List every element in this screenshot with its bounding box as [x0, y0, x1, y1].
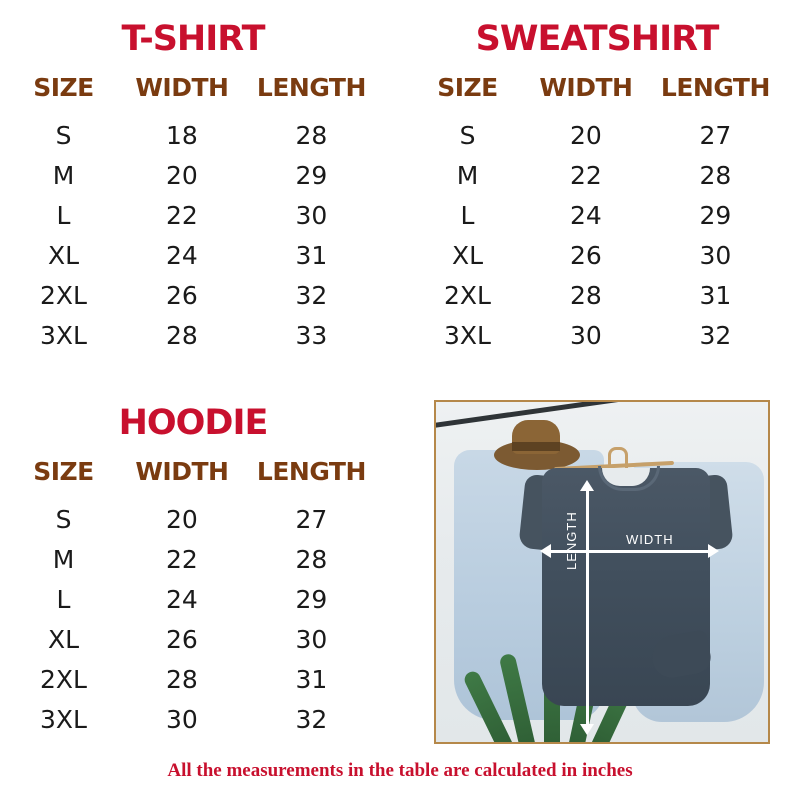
cell-size: 2XL	[40, 665, 87, 694]
table-row	[412, 116, 782, 156]
cell-width: 26	[165, 281, 198, 310]
cell-length: 30	[699, 241, 732, 270]
length-label: LENGTH	[564, 511, 579, 570]
cell-width: 22	[569, 161, 602, 190]
cell-width: 24	[569, 201, 602, 230]
column-header-width: WIDTH	[135, 73, 229, 102]
cell-width: 22	[165, 201, 198, 230]
measurement-photo	[434, 400, 770, 744]
table-row	[8, 276, 378, 316]
cell-length: 28	[295, 545, 328, 574]
cell-length: 31	[295, 241, 328, 270]
cell-size: XL	[47, 241, 80, 270]
cell-size: S	[459, 121, 476, 150]
cell-size: 3XL	[444, 321, 491, 350]
table-header-row	[412, 73, 782, 116]
photo-background	[436, 402, 768, 742]
column-header-size: SIZE	[33, 457, 94, 486]
cell-width: 24	[165, 241, 198, 270]
length-arrow-line	[586, 490, 589, 728]
column-header-size: SIZE	[437, 73, 498, 102]
cell-size: 2XL	[40, 281, 87, 310]
length-arrow-head-top	[580, 480, 594, 491]
table-row	[8, 316, 378, 356]
table-row	[8, 580, 378, 620]
table-row	[8, 540, 378, 580]
cell-length: 27	[699, 121, 732, 150]
cell-width: 20	[165, 161, 198, 190]
cell-width: 30	[165, 705, 198, 734]
cell-length: 33	[295, 321, 328, 350]
cell-width: 24	[165, 585, 198, 614]
cell-width: 26	[569, 241, 602, 270]
measurement-note: All the measurements in the table are calculated in inches	[167, 760, 633, 781]
chart-title-tshirt: T-SHIRT	[121, 19, 265, 59]
size-chart-sweatshirt	[412, 19, 782, 356]
size-chart-hoodie	[8, 403, 378, 740]
column-header-width: WIDTH	[135, 457, 229, 486]
table-row	[8, 156, 378, 196]
cell-width: 30	[569, 321, 602, 350]
cell-size: S	[55, 505, 72, 534]
column-header-width: WIDTH	[539, 73, 633, 102]
cell-length: 30	[295, 201, 328, 230]
table-row	[412, 156, 782, 196]
length-arrow-head-bottom	[580, 724, 594, 735]
cell-length: 31	[699, 281, 732, 310]
cell-length: 30	[295, 625, 328, 654]
table-row	[8, 196, 378, 236]
cell-length: 29	[295, 585, 328, 614]
cell-size: L	[56, 585, 71, 614]
chart-title-sweatshirt: SWEATSHIRT	[475, 19, 719, 59]
cell-length: 27	[295, 505, 328, 534]
cell-size: 3XL	[40, 321, 87, 350]
cell-size: XL	[47, 625, 80, 654]
cell-width: 28	[165, 321, 198, 350]
cell-size: 3XL	[40, 705, 87, 734]
cell-size: XL	[451, 241, 484, 270]
cell-length: 28	[699, 161, 732, 190]
cell-width: 28	[165, 665, 198, 694]
column-header-size: SIZE	[33, 73, 94, 102]
cell-size: L	[56, 201, 71, 230]
table-row	[8, 700, 378, 740]
table-header-row	[8, 457, 378, 500]
table-tshirt	[8, 73, 378, 356]
cell-width: 18	[165, 121, 198, 150]
size-chart-tshirt	[8, 19, 378, 356]
table-row	[8, 660, 378, 700]
column-header-length: LENGTH	[256, 457, 366, 486]
table-header-row	[8, 73, 378, 116]
cell-width: 20	[165, 505, 198, 534]
table-row	[412, 236, 782, 276]
cell-width: 28	[569, 281, 602, 310]
hat-band	[512, 442, 560, 451]
width-arrow-head-left	[540, 544, 551, 558]
table-hoodie	[8, 457, 378, 740]
cell-length: 29	[295, 161, 328, 190]
width-arrow-head-right	[708, 544, 719, 558]
table-row	[8, 500, 378, 540]
cell-size: S	[55, 121, 72, 150]
cell-size: L	[460, 201, 475, 230]
cell-size: 2XL	[444, 281, 491, 310]
table-row	[412, 196, 782, 236]
table-row	[412, 316, 782, 356]
column-header-length: LENGTH	[256, 73, 366, 102]
table-row	[8, 236, 378, 276]
width-label: WIDTH	[626, 532, 674, 547]
cell-width: 20	[569, 121, 602, 150]
chart-title-hoodie: HOODIE	[118, 403, 268, 443]
cell-length: 32	[295, 705, 328, 734]
table-row	[8, 620, 378, 660]
cell-length: 31	[295, 665, 328, 694]
cell-length: 32	[295, 281, 328, 310]
clothes-rod	[434, 400, 770, 429]
cell-width: 22	[165, 545, 198, 574]
cell-length: 28	[295, 121, 328, 150]
column-header-length: LENGTH	[660, 73, 770, 102]
table-sweatshirt	[412, 73, 782, 356]
cell-length: 29	[699, 201, 732, 230]
cell-size: M	[456, 161, 479, 190]
table-row	[412, 276, 782, 316]
table-row	[8, 116, 378, 156]
cell-length: 32	[699, 321, 732, 350]
cell-size: M	[52, 161, 75, 190]
cell-width: 26	[165, 625, 198, 654]
cell-size: M	[52, 545, 75, 574]
